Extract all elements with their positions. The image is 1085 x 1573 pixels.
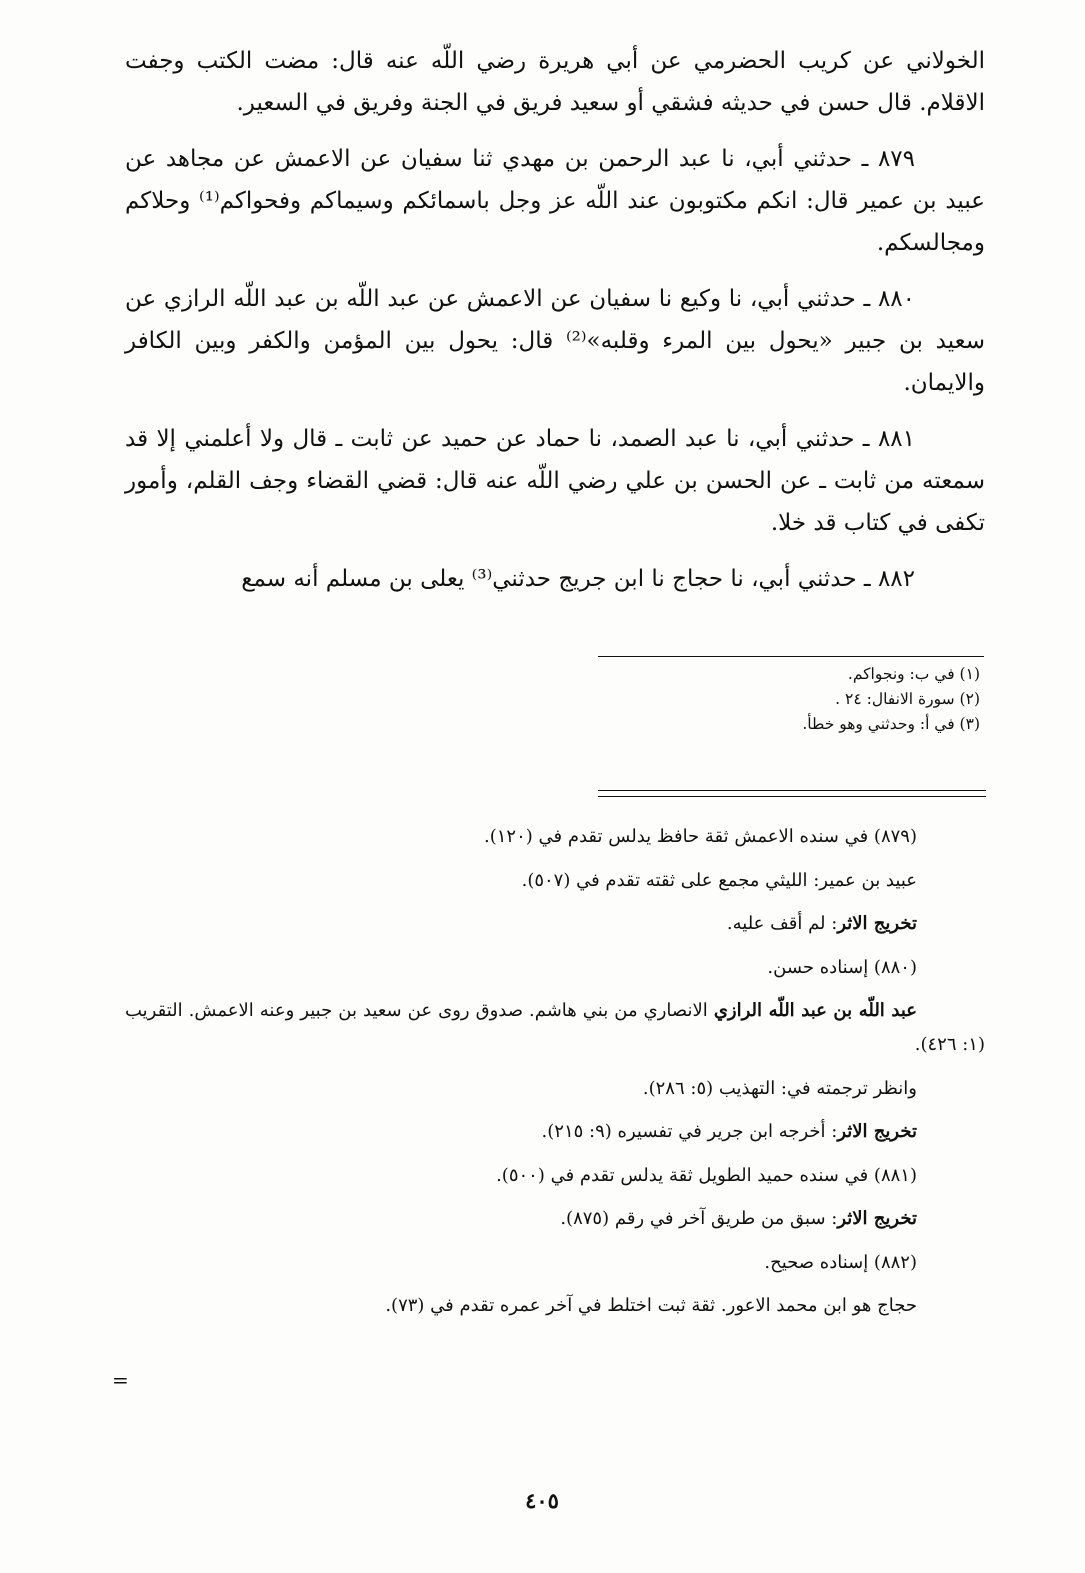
footnote-divider (598, 656, 984, 657)
main-paragraph: ٨٨٢ ـ حدثني أبي، نا حجاج نا ابن جريج حدثني⁽³⁾ يعلى بن مسلم أنه سمع (241, 566, 915, 592)
commentary-line: عبيد بن عمير: الليثي مجمع على ثقته تقدم في (٥٠٧). (521, 869, 917, 891)
commentary-line (125, 1202, 985, 1236)
commentary-line: وانظر ترجمته في: التهذيب (٥: ٢٨٦). (642, 1077, 917, 1099)
margin-mark: = (112, 1368, 129, 1392)
commentary-text: : لم أقف عليه. (726, 913, 838, 934)
commentary-line: (٨٨١) في سنده حميد الطويل ثقة يدلس تقدم في (٥٠٠). (496, 1164, 917, 1186)
main-text (125, 40, 985, 614)
footnote: (٣) في أ: وحدثني وهو خطأ. (802, 715, 980, 733)
footnote: (١) في ب: ونجواكم. (847, 665, 980, 683)
footnote: (٢) سورة الانفال: ٢٤ . (835, 690, 980, 708)
commentary-label: عبد اللّه بن عبد اللّه الرازي (713, 1000, 917, 1021)
commentary-line: (٨٧٩) في سنده الاعمش ثقة حافظ يدلس تقدم في (١٢٠). (484, 826, 917, 847)
page-number: ٤٠٥ (525, 1488, 559, 1513)
footnotes (580, 662, 980, 737)
main-paragraph: الخولاني عن كريب الحضرمي عن أبي هريرة رضي اللّه عنه قال: مضت الكتب وجفت الاقلام. قال حسن في حديثه فشقي أو سعيد فريق في الجنة وفريق في السعير. (125, 48, 985, 116)
commentary-line: حجاج هو ابن محمد الاعور. ثقة ثبت اختلط في آخر عمره تقدم في (٧٣). (385, 1295, 917, 1316)
commentary-line (125, 1115, 985, 1149)
commentary-text: الانصاري من بني هاشم. صدوق روى عن سعيد بن جبير وعنه الاعمش. التقريب (١: ٤٢٦). (125, 1000, 985, 1055)
commentary-label: تخريج الاثر (837, 913, 917, 934)
commentary-text: : أخرجه ابن جرير في تفسيره (٩: ٢١٥). (541, 1121, 838, 1142)
commentary-divider (598, 790, 986, 797)
commentary-line (125, 994, 985, 1062)
commentary-text: : سبق من طريق آخر في رقم (٨٧٥). (560, 1208, 838, 1229)
main-paragraph: ٨٨٠ ـ حدثني أبي، نا وكيع نا سفيان عن الاعمش عن عبد اللّه بن عبد اللّه الرازي عن سعيد بن جبير «يحول بين المرء وقلبه»⁽²⁾ قال: يحول بين المؤمن والكفر وبين الكافر والايمان. (125, 286, 985, 396)
main-paragraph: ٨٧٩ ـ حدثني أبي، نا عبد الرحمن بن مهدي ثنا سفيان عن الاعمش عن مجاهد عن عبيد بن عمير قال: انكم مكتوبون عند اللّه عز وجل باسمائكم وسيماكم وفحواكم⁽¹⁾ وحلاكم ومجالسكم. (125, 146, 986, 256)
commentary-line (125, 907, 985, 941)
commentary-label: تخريج الاثر (837, 1121, 917, 1142)
commentary-label: تخريج الاثر (837, 1208, 917, 1229)
commentary-line: (٨٨٠) إسناده حسن. (767, 956, 917, 978)
commentary (125, 820, 985, 1333)
commentary-line: (٨٨٢) إسناده صحيح. (764, 1251, 917, 1273)
main-paragraph: ٨٨١ ـ حدثني أبي، نا عبد الصمد، نا حماد عن حميد عن ثابت ـ قال ولا أعلمني إلا قد سمعته من ثابت ـ عن الحسن بن علي رضي اللّه عنه قال: قضي القضاء وجف القلم، وأمور تكفى في كتاب قد خلا. (125, 426, 985, 536)
